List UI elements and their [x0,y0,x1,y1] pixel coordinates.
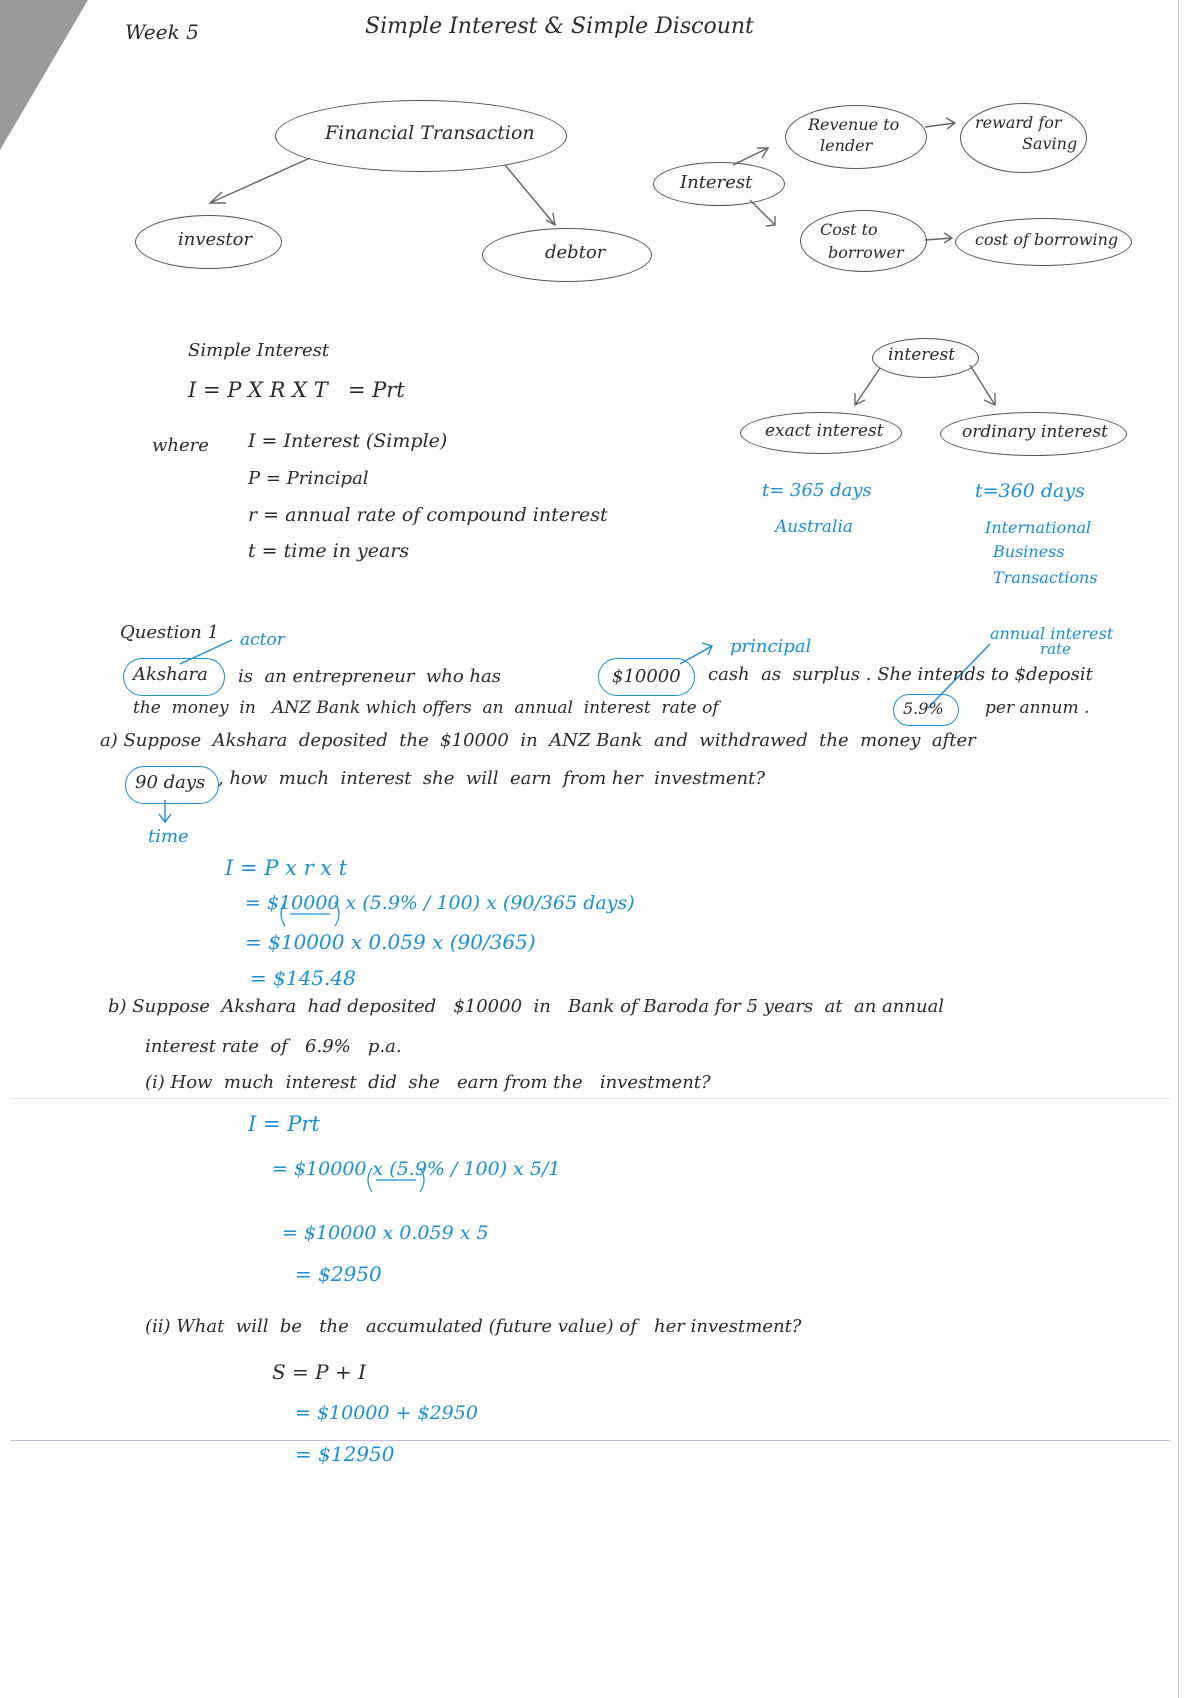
part-b-ii-answer: = $12950 [295,1442,395,1466]
part-b-i-step-1: I = Prt [248,1112,320,1136]
interest-label: Interest [680,172,753,193]
word-rate: 5.9% [903,699,944,718]
line1-part-b: cash as surplus . She intends to $deposit [708,664,1093,685]
definition-i: I = Interest (Simple) [248,430,448,452]
definition-r: r = annual rate of compound interest [248,504,608,526]
investor-label: investor [178,229,253,250]
annotation-rate-1: annual interest [990,624,1114,643]
definition-t: t = time in years [248,540,410,562]
definition-p: P = Principal [248,468,369,489]
cost-borrowing-label: cost of borrowing [975,230,1119,249]
revenue-label-1: Revenue to [808,115,900,134]
page-title: Simple Interest & Simple Discount [365,14,754,39]
part-b-ii-step-1: S = P + I [272,1360,367,1384]
word-amount: $10000 [612,666,681,687]
ordinary-t-value: t=360 days [975,480,1085,502]
reward-label-1: reward for [975,113,1062,132]
reward-label-2: Saving [1022,134,1078,153]
part-b-question-1: b) Suppose Akshara had deposited $10000 in Bank of Baroda for 5 years at an annual [108,996,945,1017]
annotation-principal: principal [730,636,812,657]
part-b-i-step-2: = $10000 x (5.9% / 100) x 5/1 [272,1158,561,1180]
part-b-ii-step-2: = $10000 + $2950 [295,1402,478,1424]
part-b-question-2: interest rate of 6.9% p.a. [145,1036,402,1057]
cost-label-2: borrower [828,243,904,262]
part-a-step-2: = $10000 x (5.9% / 100) x (90/365 days) [245,892,635,914]
ordinary-region-2: Business [993,542,1065,561]
part-a-answer: = $145.48 [250,966,356,990]
cost-label-1: Cost to [820,220,878,239]
annotation-time: time [148,826,189,847]
part-a-question-1: a) Suppose Akshara deposited the $10000 in ANZ Bank and withdrawed the money after [100,730,976,751]
question-heading: Question 1 [120,622,219,643]
word-akshara: Akshara [133,664,208,685]
ordinary-interest-label: ordinary interest [962,422,1108,442]
part-b-i-question: (i) How much interest did she earn from the investment? [145,1072,711,1093]
part-a-step-1: I = P x r x t [225,856,348,880]
annotation-rate-2: rate [1040,640,1072,658]
part-b-i-answer: = $2950 [295,1262,382,1286]
formula: I = P X R X T = Prt [188,378,405,402]
debtor-label: debtor [545,242,606,263]
interest-root-label: interest [888,345,956,365]
week-label: Week 5 [125,20,199,44]
line2-part-a: the money in ANZ Bank which offers an annual interest rate of [133,698,719,718]
part-b-ii-question: (ii) What will be the accumulated (future value) of her investment? [145,1316,802,1337]
ordinary-region-3: Transactions [993,568,1098,587]
exact-interest-label: exact interest [765,421,884,441]
ordinary-region-1: International [985,518,1092,537]
financial-transaction-label: Financial Transaction [325,122,535,144]
part-b-i-step-3: = $10000 x 0.059 x 5 [282,1222,489,1244]
part-a-question-2: , how much interest she will earn from her investment? [218,768,766,789]
word-days: 90 days [135,772,206,793]
exact-t-value: t= 365 days [762,480,872,501]
where-label: where [152,435,209,456]
line1-part-a: is an entrepreneur who has [238,666,502,687]
exact-region: Australia [775,517,854,537]
revenue-label-2: lender [820,136,873,155]
annotation-actor: actor [240,630,285,650]
line2-part-b: per annum . [985,698,1090,718]
part-a-step-3: = $10000 x 0.059 x (90/365) [245,930,536,954]
simple-interest-heading: Simple Interest [188,340,330,361]
